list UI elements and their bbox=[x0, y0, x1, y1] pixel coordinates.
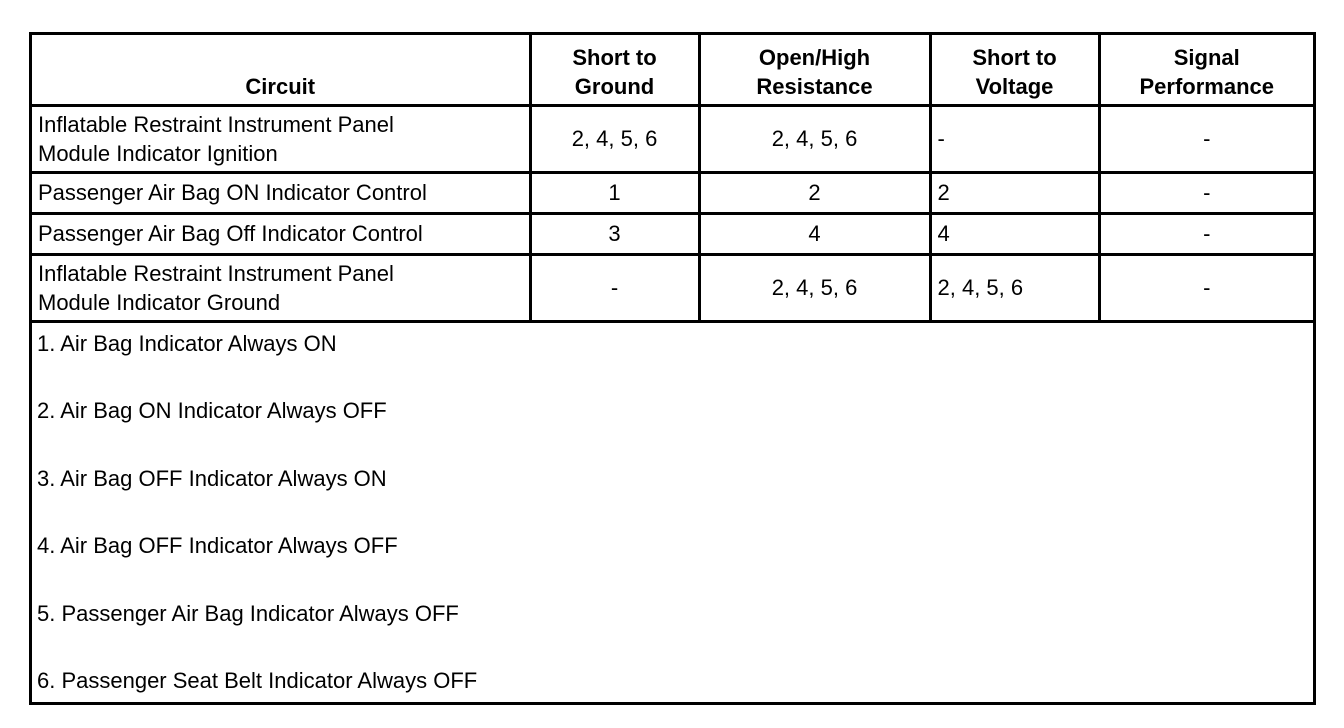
circuit-fault-table-document bbox=[29, 32, 1316, 705]
header-short-to-ground: Short to Ground bbox=[530, 35, 699, 105]
legend-item: 5. Passenger Air Bag Indicator Always OFF bbox=[37, 600, 459, 626]
short-to-voltage-cell: - bbox=[930, 105, 1099, 172]
open-high-resistance-cell: 4 bbox=[699, 213, 930, 254]
signal-performance-cell: - bbox=[1099, 172, 1313, 213]
short-to-voltage-cell: 4 bbox=[930, 213, 1099, 254]
circuit-name-cell: Passenger Air Bag Off Indicator Control bbox=[32, 213, 530, 254]
legend-item: 6. Passenger Seat Belt Indicator Always OFF bbox=[37, 668, 478, 693]
short-to-ground-cell: 2, 4, 5, 6 bbox=[530, 105, 699, 172]
signal-performance-cell: - bbox=[1099, 105, 1313, 172]
short-to-ground-cell: - bbox=[530, 254, 699, 321]
circuit-fault-table bbox=[32, 35, 1313, 323]
open-high-resistance-cell: 2 bbox=[699, 172, 930, 213]
short-to-ground-cell: 1 bbox=[530, 172, 699, 213]
header-signal-performance: Signal Performance bbox=[1099, 35, 1313, 105]
header-open-high-resistance: Open/High Resistance bbox=[699, 35, 930, 105]
legend-item: 2. Air Bag ON Indicator Always OFF bbox=[37, 398, 387, 423]
open-high-resistance-cell: 2, 4, 5, 6 bbox=[699, 105, 930, 172]
circuit-name-cell: Passenger Air Bag ON Indicator Control bbox=[32, 172, 530, 213]
table-row bbox=[32, 105, 1313, 172]
header-row bbox=[32, 35, 1313, 105]
circuit-name-cell: Inflatable Restraint Instrument Panel Module Indicator Ignition bbox=[32, 105, 530, 172]
table-row bbox=[32, 213, 1313, 254]
signal-performance-cell: - bbox=[1099, 254, 1313, 321]
signal-performance-cell: - bbox=[1099, 213, 1313, 254]
legend-item: 4. Air Bag OFF Indicator Always OFF bbox=[37, 533, 398, 558]
header-circuit: Circuit bbox=[32, 35, 530, 105]
table-row bbox=[32, 254, 1313, 321]
symptom-legend bbox=[32, 323, 1313, 696]
circuit-name-cell: Inflatable Restraint Instrument Panel Module Indicator Ground bbox=[32, 254, 530, 321]
legend-item: 3. Air Bag OFF Indicator Always ON bbox=[37, 465, 387, 491]
table-row bbox=[32, 172, 1313, 213]
legend-item: 1. Air Bag Indicator Always ON bbox=[37, 330, 337, 356]
header-short-to-voltage: Short to Voltage bbox=[930, 35, 1099, 105]
open-high-resistance-cell: 2, 4, 5, 6 bbox=[699, 254, 930, 321]
short-to-ground-cell: 3 bbox=[530, 213, 699, 254]
short-to-voltage-cell: 2 bbox=[930, 172, 1099, 213]
short-to-voltage-cell: 2, 4, 5, 6 bbox=[930, 254, 1099, 321]
